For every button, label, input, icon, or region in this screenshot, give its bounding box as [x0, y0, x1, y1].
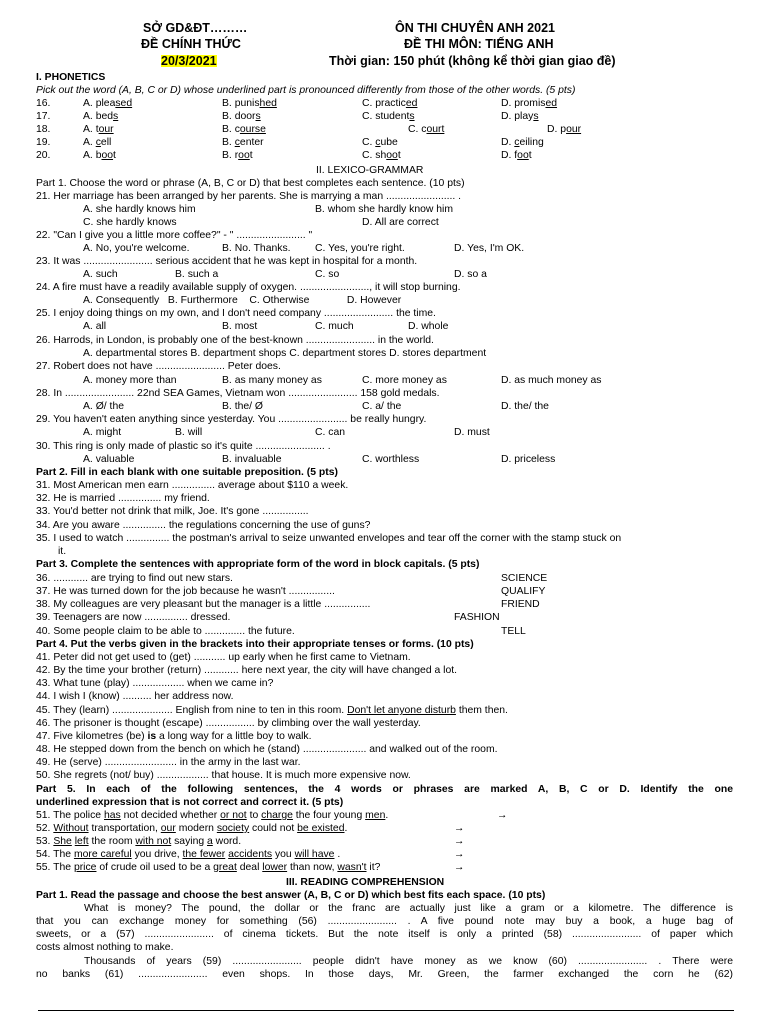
- question-28: 28. In ........................ 22nd SEA Games, Vietnam won ........................ 158 gold medals.: [36, 388, 440, 399]
- question-26: 26. Harrods, in London, is probably one of the best-known ........................ in the world.: [36, 335, 434, 346]
- question-23: 23. It was ........................ serious accident that he was kept in hospital for a month.: [36, 256, 418, 267]
- question-46: 46. The prisoner is thought (escape) ................. by climbing over the wall yesterday.: [36, 718, 421, 729]
- q25-option-b: B. most: [222, 321, 258, 332]
- question-31: 31. Most American men earn ............... average about $110 a week.: [36, 480, 349, 491]
- q22-option-a: A. No, you're welcome.: [83, 243, 190, 254]
- q26-options: A. departmental stores B. department shops C. department stores D. stores department: [83, 348, 487, 359]
- phonetics-q-number: 18.: [36, 124, 51, 135]
- q21-option-c: C. she hardly knows: [83, 217, 177, 228]
- q28-option-b: B. the/ Ø: [222, 401, 264, 412]
- phonetics-q-number: 19.: [36, 137, 51, 148]
- question-49: 49. He (serve) ......................... in the army in the last war.: [36, 757, 301, 768]
- arrow-icon: →: [454, 862, 465, 873]
- phonetics-q-number: 16.: [36, 98, 51, 109]
- question-22: 22. "Can I give you a little more coffee?" - " ........................ ": [36, 230, 313, 241]
- question-39: 39. Teenagers are now ............... dressed.: [36, 612, 231, 623]
- question-55: 55. The price of crude oil used to be a great deal lower than now, wasn't it?: [36, 862, 381, 873]
- question-50: 50. She regrets (not/ buy) .................. that house. It is much more expensive now.: [36, 770, 411, 781]
- part5-instruction: Part 5. In each of the following sentences, the 4 words or phrases are marked A, B, C or D. Identify the one: [36, 784, 733, 795]
- question-42: 42. By the time your brother (return) ............ here next year, the city will have changed a lot.: [36, 665, 458, 676]
- passage-line-5: Thousands of years (59) ........................ people didn't have money as we know (60) ........................ . There were: [84, 956, 733, 967]
- phonetics-option: D. plays: [501, 111, 539, 122]
- reading-part1-instruction: Part 1. Read the passage and choose the best answer (A, B, C or D) which best fits each space. (10 pts): [36, 890, 546, 901]
- arrow-icon: →: [454, 823, 465, 834]
- phonetics-q-number: 20.: [36, 150, 51, 161]
- phonetics-option: A. beds: [83, 111, 119, 122]
- q22-option-c: C. Yes, you're right.: [315, 243, 405, 254]
- q23-option-a: A. such: [83, 269, 118, 280]
- question-41: 41. Peter did not get used to (get) ........... up early when he first came to Vietnam.: [36, 652, 411, 663]
- q24-options: A. Consequently B. Furthermore C. Otherwise D. However: [83, 295, 402, 306]
- question-25: 25. I enjoy doing things on my own, and I don't need company ........................ the time.: [36, 308, 436, 319]
- question-47: 47. Five kilometres (be) is a long way for a little boy to walk.: [36, 731, 312, 742]
- q28-option-a: A. Ø/ the: [83, 401, 125, 412]
- arrow-icon: →: [454, 849, 465, 860]
- question-37: 37. He was turned down for the job because he wasn't ................: [36, 586, 335, 597]
- q30-option-b: B. invaluable: [222, 454, 282, 465]
- q25-option-d: D. whole: [408, 321, 449, 332]
- word-37: QUALIFY: [501, 586, 546, 597]
- q21-option-a: A. she hardly knows him: [83, 204, 196, 215]
- question-35: 35. I used to watch ............... the postman's arrival to seize unwanted envelopes and tear off the corner with the stamp stuck on: [36, 533, 622, 544]
- phonetics-option: B. center: [222, 137, 264, 148]
- q21-option-b: B. whom she hardly know him: [315, 204, 454, 215]
- question-48: 48. He stepped down from the bench on which he (stand) ...................... and walked out of the room.: [36, 744, 498, 755]
- q29-option-d: D. must: [454, 427, 490, 438]
- phonetics-option: C. court: [408, 124, 445, 135]
- q27-option-d: D. as much money as: [501, 375, 602, 386]
- q30-option-d: D. priceless: [501, 454, 556, 465]
- phonetics-option: C. practiced: [362, 98, 418, 109]
- word-36: SCIENCE: [501, 573, 548, 584]
- question-44: 44. I wish I (know) .......... her address now.: [36, 691, 234, 702]
- phonetics-option: D. promised: [501, 98, 558, 109]
- question-33: 33. You'd better not drink that milk, Joe. It's gone ................: [36, 506, 309, 517]
- header-exam-title: ÔN THI CHUYÊN ANH 2021: [395, 21, 555, 35]
- question-40: 40. Some people claim to be able to .............. the future.: [36, 626, 295, 637]
- phonetics-option: B. doors: [222, 111, 261, 122]
- arrow-icon: →: [454, 836, 465, 847]
- phonetics-option: A. pleased: [83, 98, 133, 109]
- phonetics-option: A. tour: [83, 124, 114, 135]
- q22-option-d: D. Yes, I'm OK.: [454, 243, 525, 254]
- phonetics-option: C. cube: [362, 137, 398, 148]
- q30-option-c: C. worthless: [362, 454, 420, 465]
- q22-option-b: B. No. Thanks.: [222, 243, 291, 254]
- word-39: FASHION: [454, 612, 500, 623]
- part5-instruction-cont: underlined expression that is not correct and correct it. (5 pts): [36, 797, 344, 808]
- question-34: 34. Are you aware ............... the regulations concerning the use of guns?: [36, 520, 371, 531]
- question-54: 54. The more careful you drive, the fewer accidents you will have .: [36, 849, 341, 860]
- question-38: 38. My colleagues are very pleasant but the manager is a little ................: [36, 599, 371, 610]
- q29-option-c: C. can: [315, 427, 346, 438]
- word-38: FRIEND: [501, 599, 540, 610]
- question-30: 30. This ring is only made of plastic so it's quite ........................ .: [36, 441, 331, 452]
- part1-instruction: Part 1. Choose the word or phrase (A, B, C or D) that best completes each sentence. (10 pts): [36, 178, 465, 189]
- header-official: ĐỀ CHÍNH THỨC: [141, 37, 241, 51]
- question-36: 36. ............ are trying to find out new stars.: [36, 573, 233, 584]
- phonetics-option: A. cell: [83, 137, 112, 148]
- question-45: 45. They (learn) ..................... English from nine to ten in this room. Don't let anyone disturb them then.: [36, 705, 508, 716]
- phonetics-option: A. boot: [83, 150, 116, 161]
- phonetics-instruction: Pick out the word (A, B, C or D) whose underlined part is pronounced differently from those of the other words. (5 pts): [36, 85, 576, 96]
- q27-option-b: B. as many money as: [222, 375, 322, 386]
- passage-line-4: costs almost nothing to make.: [36, 942, 174, 953]
- section-reading-title: III. READING COMPREHENSION: [286, 877, 445, 888]
- phonetics-option: D. foot: [501, 150, 532, 161]
- arrow-icon: →: [497, 810, 508, 821]
- q23-option-c: C. so: [315, 269, 340, 280]
- q25-option-a: A. all: [83, 321, 107, 332]
- question-51: 51. The police has not decided whether or not to charge the four young men.: [36, 810, 389, 821]
- part4-instruction: Part 4. Put the verbs given in the brackets into their appropriate tenses or forms. (10 pts): [36, 639, 474, 650]
- phonetics-option: B. punished: [222, 98, 277, 109]
- section-phonetics-title: I. PHONETICS: [36, 72, 106, 83]
- footer-rule: [38, 1010, 734, 1011]
- header-time: Thời gian: 150 phút (không kể thời gian giao đề): [329, 54, 616, 68]
- question-29: 29. You haven't eaten anything since yesterday. You ........................ be really hungry.: [36, 414, 427, 425]
- word-40: TELL: [501, 626, 526, 637]
- q23-option-d: D. so a: [454, 269, 487, 280]
- q27-option-c: C. more money as: [362, 375, 447, 386]
- question-27: 27. Robert does not have ........................ Peter does.: [36, 361, 281, 372]
- part3-instruction: Part 3. Complete the sentences with appropriate form of the word in block capitals. (5 pts): [36, 559, 480, 570]
- phonetics-option: C. shoot: [362, 150, 401, 161]
- header-date: 20/3/2021: [161, 54, 217, 68]
- q30-option-a: A. valuable: [83, 454, 135, 465]
- header-dept: SỞ GD&ĐT………: [143, 21, 248, 35]
- question-52: 52. Without transportation, our modern society could not be existed.: [36, 823, 348, 834]
- question-43: 43. What tune (play) .................. when we came in?: [36, 678, 274, 689]
- phonetics-option: B. course: [222, 124, 266, 135]
- passage-line-3: sweets, or a (57) ........................ of cinema tickets. But the note itself is only a printed (58) ........................ of paper which: [36, 929, 733, 940]
- question-35-cont: it.: [58, 546, 67, 557]
- section-lexico-title: II. LEXICO-GRAMMAR: [316, 165, 424, 176]
- q28-option-c: C. a/ the: [362, 401, 402, 412]
- phonetics-option: D. ceiling: [501, 137, 544, 148]
- phonetics-option: C. students: [362, 111, 415, 122]
- passage-line-1: What is money? The pound, the dollar or the franc are actually just like a gram or a kilometre. The difference is: [84, 903, 733, 914]
- question-53: 53. She left the room with not saying a word.: [36, 836, 242, 847]
- passage-line-2: that you can exchange money for something (56) ........................ . A five pound note may buy a book, a huge bag of: [36, 916, 733, 927]
- header-subject: ĐỀ THI MÔN: TIẾNG ANH: [404, 37, 554, 51]
- q29-option-a: A. might: [83, 427, 122, 438]
- q27-option-a: A. money more than: [83, 375, 177, 386]
- phonetics-option: D. pour: [547, 124, 582, 135]
- phonetics-option: B. root: [222, 150, 253, 161]
- q29-option-b: B. will: [175, 427, 203, 438]
- q28-option-d: D. the/ the: [501, 401, 549, 412]
- phonetics-q-number: 17.: [36, 111, 51, 122]
- q25-option-c: C. much: [315, 321, 354, 332]
- passage-line-6: no banks (61) ........................ even shops. In those days, Mr. Green, the farmer exchanged the corn he (62): [36, 969, 733, 980]
- question-21: 21. Her marriage has been arranged by her parents. She is marrying a man ........................ .: [36, 191, 462, 202]
- question-24: 24. A fire must have a readily available supply of oxygen. ........................, it will stop burning.: [36, 282, 461, 293]
- part2-instruction: Part 2. Fill in each blank with one suitable preposition. (5 pts): [36, 467, 338, 478]
- q21-option-d: D. All are correct: [362, 217, 439, 228]
- q23-option-b: B. such a: [175, 269, 219, 280]
- question-32: 32. He is married ............... my friend.: [36, 493, 210, 504]
